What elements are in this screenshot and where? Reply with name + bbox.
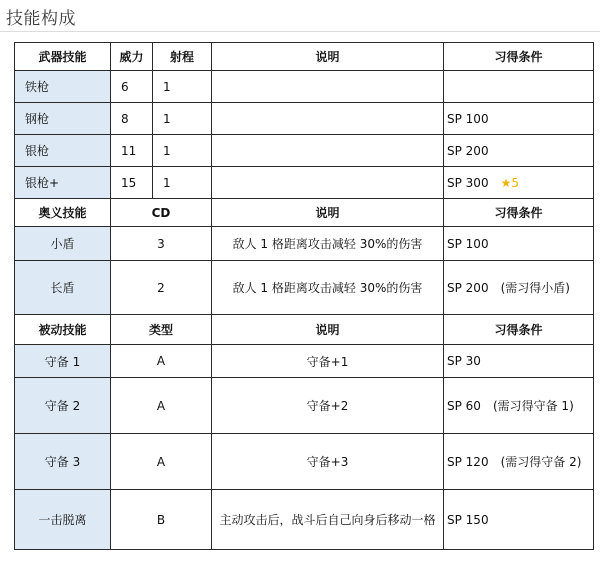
passive-sp: SP 30 xyxy=(444,345,594,378)
passive-name: 守备 1 xyxy=(15,345,111,378)
weapon-range: 1 xyxy=(153,103,212,135)
passive-desc: 守备+1 xyxy=(212,345,444,378)
weapon-sp-cell xyxy=(444,167,594,199)
weapon-desc xyxy=(212,135,444,167)
weapon-desc xyxy=(212,167,444,199)
weapon-sp: SP 100 xyxy=(444,103,594,135)
arts-sp: SP 100 xyxy=(444,227,594,261)
passive-type: B xyxy=(111,490,212,550)
passive-sp: SP 150 xyxy=(444,490,594,550)
arts-header-name: 奥义技能 xyxy=(15,199,111,227)
table-row xyxy=(15,490,594,550)
passive-name: 守备 2 xyxy=(15,378,111,434)
table-row xyxy=(15,434,594,490)
weapon-name: 钢枪 xyxy=(15,103,111,135)
passive-header-row xyxy=(15,315,594,345)
weapon-header-range: 射程 xyxy=(153,43,212,71)
arts-header-cd: CD xyxy=(111,199,212,227)
passive-type: A xyxy=(111,434,212,490)
arts-header-condition: 习得条件 xyxy=(444,199,594,227)
weapon-range: 1 xyxy=(153,167,212,199)
weapon-range: 1 xyxy=(153,135,212,167)
weapon-power: 15 xyxy=(111,167,153,199)
passive-prereq-note: (需习得守备 2) xyxy=(500,455,582,469)
passive-sp-cell xyxy=(444,434,594,490)
weapon-header-condition: 习得条件 xyxy=(444,43,594,71)
arts-name: 小盾 xyxy=(15,227,111,261)
table-row xyxy=(15,345,594,378)
passive-sp: SP 60 xyxy=(447,399,481,413)
star-rarity: ★5 xyxy=(500,175,519,190)
arts-cd: 3 xyxy=(111,227,212,261)
weapon-power: 11 xyxy=(111,135,153,167)
table-row xyxy=(15,103,594,135)
passive-header-type: 类型 xyxy=(111,315,212,345)
weapon-header-row xyxy=(15,43,594,71)
weapon-name: 银枪 xyxy=(15,135,111,167)
weapon-power: 6 xyxy=(111,71,153,103)
passive-sp: SP 120 xyxy=(447,455,489,469)
passive-header-desc: 说明 xyxy=(212,315,444,345)
passive-header-condition: 习得条件 xyxy=(444,315,594,345)
arts-cd: 2 xyxy=(111,261,212,315)
table-row xyxy=(15,227,594,261)
table-row xyxy=(15,71,594,103)
arts-header-row xyxy=(15,199,594,227)
weapon-name: 银枪+ xyxy=(15,167,111,199)
weapon-sp: SP 300 xyxy=(447,175,489,190)
weapon-desc xyxy=(212,103,444,135)
table-row xyxy=(15,167,594,199)
passive-desc: 守备+3 xyxy=(212,434,444,490)
weapon-desc xyxy=(212,71,444,103)
weapon-power: 8 xyxy=(111,103,153,135)
weapon-header-power: 威力 xyxy=(111,43,153,71)
passive-prereq-note: (需习得守备 1) xyxy=(492,399,574,413)
passive-header-name: 被动技能 xyxy=(15,315,111,345)
arts-sp: SP 200 xyxy=(447,281,489,295)
weapon-sp xyxy=(444,71,594,103)
arts-header-desc: 说明 xyxy=(212,199,444,227)
title-divider xyxy=(0,31,600,32)
table-row xyxy=(15,378,594,434)
weapon-name: 铁枪 xyxy=(15,71,111,103)
arts-name: 长盾 xyxy=(15,261,111,315)
table-row xyxy=(15,261,594,315)
page-title: 技能构成 xyxy=(6,9,76,29)
passive-desc: 守备+2 xyxy=(212,378,444,434)
weapon-header-desc: 说明 xyxy=(212,43,444,71)
arts-prereq-note: (需习得小盾) xyxy=(500,281,570,295)
weapon-sp: SP 200 xyxy=(444,135,594,167)
table-row xyxy=(15,135,594,167)
skills-table xyxy=(14,42,594,550)
arts-desc: 敌人 1 格距离攻击减轻 30%的伤害 xyxy=(212,261,444,315)
weapon-range: 1 xyxy=(153,71,212,103)
passive-sp-cell xyxy=(444,378,594,434)
passive-name: 一击脱离 xyxy=(15,490,111,550)
arts-sp-cell xyxy=(444,261,594,315)
passive-type: A xyxy=(111,345,212,378)
weapon-header-name: 武器技能 xyxy=(15,43,111,71)
passive-name: 守备 3 xyxy=(15,434,111,490)
passive-type: A xyxy=(111,378,212,434)
arts-desc: 敌人 1 格距离攻击减轻 30%的伤害 xyxy=(212,227,444,261)
passive-desc: 主动攻击后，战斗后自己向身后移动一格 xyxy=(212,490,444,550)
